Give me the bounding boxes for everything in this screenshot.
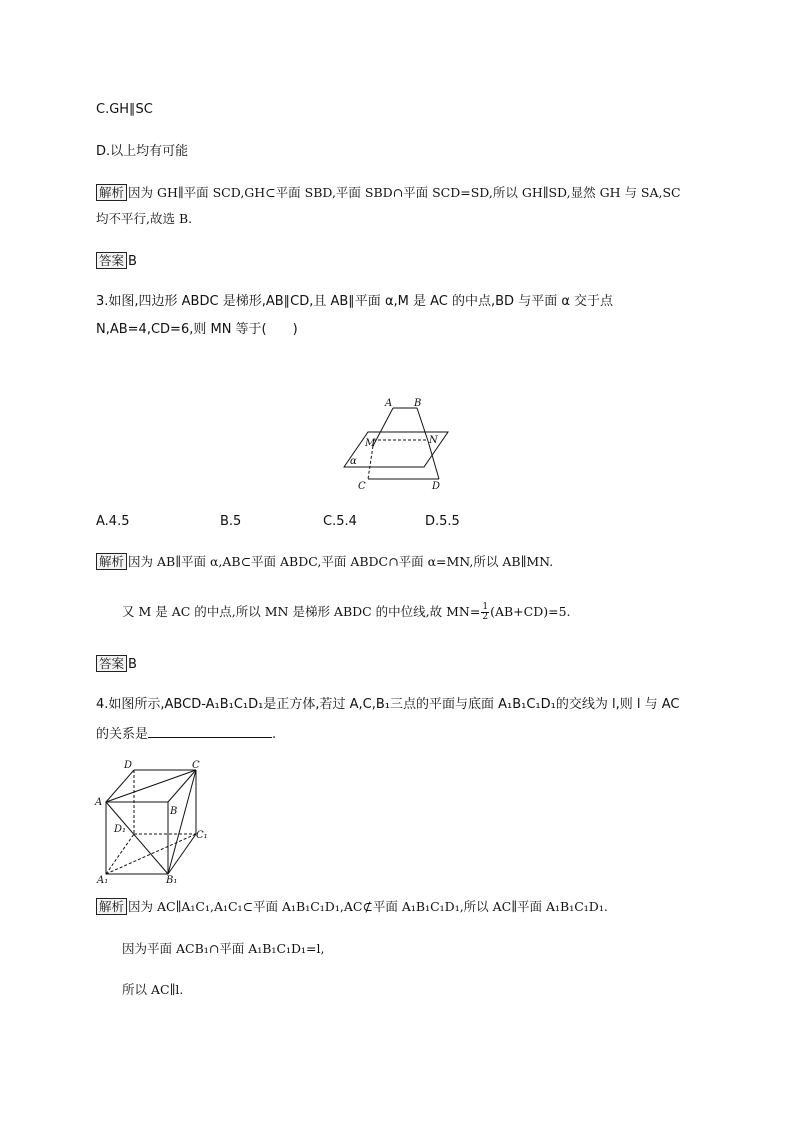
- analysis-text-pre: 又 M 是 AC 的中点,所以 MN 是梯形 ABDC 的中位线,故 MN=: [122, 604, 481, 619]
- answer-blank: [148, 724, 272, 738]
- answer-block: [96, 252, 137, 271]
- label-a: A: [95, 797, 103, 808]
- label-a: A: [385, 398, 393, 409]
- question-3-stem: 3.如图,四边形 ABDC 是梯形,AB∥CD,且 AB∥平面 α,M 是 AC 的中点,BD 与平面 α 交于点: [96, 294, 614, 309]
- label-b: B: [170, 806, 178, 817]
- analysis-label: 解析: [96, 553, 127, 570]
- answer-block: [96, 655, 137, 674]
- label-a1: A₁: [97, 875, 109, 884]
- analysis-text-cont: 因为平面 ACB₁∩平面 A₁B₁C₁D₁=l,: [122, 941, 325, 956]
- label-n: N: [429, 435, 438, 446]
- trapezoid-plane-figure: [340, 394, 460, 494]
- option-d: D.5.5: [425, 514, 460, 529]
- label-d1: D₁: [114, 824, 127, 835]
- answer-value: B: [128, 254, 137, 269]
- label-c: C: [192, 760, 200, 771]
- analysis-block: [96, 898, 608, 916]
- answer-label: 答案: [96, 252, 127, 269]
- label-d: D: [432, 481, 441, 492]
- analysis-text-cont: [122, 603, 571, 622]
- question-4-stem-cont: [96, 724, 276, 744]
- edge-b1c1: [168, 834, 196, 874]
- option-b: B.5: [220, 514, 242, 529]
- label-alpha: α: [350, 456, 357, 467]
- label-b: B: [414, 398, 422, 409]
- analysis-label: 解析: [96, 184, 127, 201]
- analysis-text: 因为 GH∥平面 SCD,GH⊂平面 SBD,平面 SBD∩平面 SCD=SD,所以 GH∥SD,显然 GH 与 SA,SC: [128, 185, 681, 200]
- analysis-label: 解析: [96, 898, 127, 915]
- answer-label: 答案: [96, 655, 127, 672]
- question-4-stem-end: .: [272, 727, 277, 742]
- question-4-stem: 4.如图所示,ABCD-A₁B₁C₁D₁是正方体,若过 A,C,B₁三点的平面与底面 A₁B₁C₁D₁的交线为 l,则 l 与 AC: [96, 697, 680, 712]
- option-a: A.4.5: [96, 514, 130, 529]
- answer-value: B: [128, 657, 137, 672]
- analysis-conclusion: 所以 AC∥l.: [122, 982, 184, 997]
- label-c: C: [358, 481, 366, 492]
- label-b1: B₁: [166, 875, 178, 884]
- label-c1: C₁: [196, 830, 208, 841]
- fraction-one-half: [481, 603, 489, 622]
- segment-bd-upper: [417, 408, 428, 441]
- label-m: M: [365, 438, 376, 449]
- analysis-text-post: (AB+CD)=5.: [490, 604, 571, 619]
- diagonal-ab1: [106, 802, 168, 874]
- option-c: C.5.4: [323, 514, 357, 529]
- cube-figure: [92, 756, 222, 884]
- fraction-denominator: 2: [482, 612, 489, 622]
- analysis-block: [96, 184, 681, 202]
- question-3-stem-cont: N,AB=4,CD=6,则 MN 等于( ): [96, 322, 298, 337]
- option-c: C.GH∥SC: [96, 102, 153, 117]
- analysis-text: 因为 AC∥A₁C₁,A₁C₁⊂平面 A₁B₁C₁D₁,AC⊄平面 A₁B₁C₁D₁,所以 AC∥平面 A₁B₁C₁D₁.: [128, 899, 608, 914]
- analysis-text-cont: 均不平行,故选 B.: [96, 211, 193, 226]
- option-d: D.以上均有可能: [96, 144, 189, 159]
- label-d: D: [124, 760, 133, 771]
- question-4-stem-text: 的关系是: [96, 727, 149, 742]
- fraction-numerator: 1: [482, 602, 489, 612]
- analysis-text: 因为 AB∥平面 α,AB⊂平面 ABDC,平面 ABDC∩平面 α=MN,所以 AB∥MN.: [128, 554, 554, 569]
- analysis-block: [96, 553, 553, 571]
- segment-ac-lower: [368, 446, 373, 479]
